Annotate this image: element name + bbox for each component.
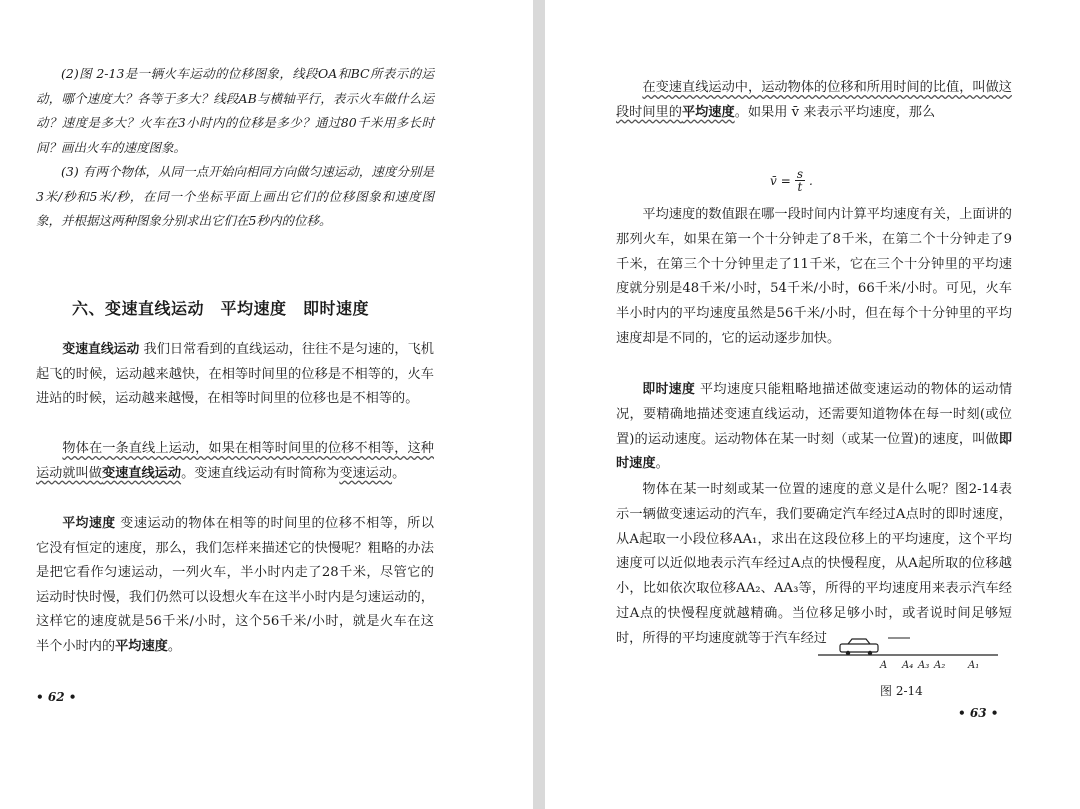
section-heading: 六、变速直线运动 平均速度 即时速度	[72, 299, 370, 318]
definition-text: 在变速直线运动中，运动物体的位移和所用时间的比值，叫做这段时间里的	[616, 80, 1012, 120]
formula-lhs: v̄	[770, 173, 777, 188]
term-average-velocity: 平均速度	[62, 516, 116, 531]
label-a: A	[880, 660, 888, 671]
paragraph-text: 变速运动的物体在相等的时间里的位移不相等，所以它没有恒定的速度，那么，我们怎样来描述它的快慢呢？粗略的办法是把它看作匀速运动，一列火车，半小时内走了28千米，尽管它的运动时快时慢，我们仍然可以设想火车在这半小时内是匀速运动的，这样它的速度就是56千米/小时，这个56千米/小时，就是火车在这半个小时内的	[36, 516, 434, 654]
label-a3: A₃	[918, 660, 930, 671]
figure-caption: 图 2-14	[880, 684, 923, 698]
average-velocity-formula	[770, 168, 813, 193]
term-average-velocity-inline: 平均速度	[115, 638, 168, 654]
paragraph-text: 物体在某一时刻或某一位置的速度的意义是什么呢？图2-14表示一辆做变速运动的汽车，我们要确定汽车经过A点时的即时速度，从A起取一小段位移AA₁，求出在这段位移上的平均速度，这个平均速度可以近似地表示汽车经过A点的快慢程度，从A起所取的位移越小，比如依次取位移AA₂、AA₃等，所得的平均速度用来表示汽车经过A点的快慢程度就越精确。当位移足够小时，或者说时间足够短时，所得的平均速度就等于汽车经过	[616, 482, 1012, 646]
paragraph-text: 我们日常看到的直线运动，往往不是匀速的，飞机起飞的时候，运动越来越快，在相等时间里的位移是不相等的，火车进站的时候，运动越来越慢，在相等时间里的位移也是不相等的。	[36, 342, 434, 407]
term-instantaneous-velocity: 即时速度	[642, 382, 696, 397]
paragraph-average-velocity-depends: 平均速度的数值跟在哪一段时间内计算平均速度有关，上面讲的那列火车，如果在第一个十分钟走了8千米，在第二个十分钟走了9千米，在第三个十分钟里走了11千米，它在三个十分钟里的平均速度就分别是48千米/小时，54千米/小时，66千米/小时。可见，火车半小时内的平均速度虽然是56千米/小时，但在每个十分钟里的平均速度却是不同的，它的运动逐步加快。	[616, 207, 1012, 346]
page-number-right: • 63 •	[958, 706, 999, 720]
car-icon	[840, 639, 878, 655]
exercise-3: (3) 有两个物体，从同一点开始向相同方向做匀速运动，速度分别是3米/秒和5米/秒，在同一个坐标平面上画出它们的位移图象和速度图象，并根据这两种图象分别求出它们在5秒内的位移。	[36, 164, 434, 228]
definition-text-2: 。变速直线运动有时简称为	[181, 465, 340, 481]
label-a2: A₂	[934, 660, 946, 671]
formula-equals: =	[780, 173, 791, 188]
paragraph-meaning-of-velocity	[616, 478, 1012, 652]
figure-2-14-car	[818, 634, 998, 674]
term-variable-motion: 变速直线运动	[62, 342, 140, 357]
period: 。	[167, 638, 182, 654]
paragraph-instantaneous-velocity	[616, 378, 1012, 477]
paragraph-text: 平均速度只能粗略地描述做变速运动的物体的运动情况，要精确地描述变速直线运动，还需要知道物体在每一时刻(或位置)的运动速度。运动物体在某一时刻（或某一位置)的速度，叫做	[616, 382, 1013, 447]
definition-variable-motion	[36, 437, 434, 486]
defined-term-short: 变速运动	[339, 465, 393, 481]
page-number-left: • 62 •	[36, 690, 77, 704]
defined-term: 平均速度	[681, 104, 735, 120]
paragraph-variable-motion	[36, 338, 434, 412]
formula-fraction	[795, 168, 805, 193]
exercise-2: (2)图 2-13是一辆火车运动的位移图象，线段OA和BC所表示的运动，哪个速度大？各等于多大？线段AB与横轴平行，表示火车做什么运动？速度是多大？火车在3小时内的位移是多少？通过80千米用多长时间？画出火车的速度图象。	[36, 66, 434, 155]
label-a4: A₄	[902, 660, 914, 671]
formula-numerator: s	[796, 167, 804, 181]
period: 。	[655, 456, 669, 472]
defined-term: 变速直线运动	[101, 465, 182, 481]
definition-average-velocity	[616, 76, 1012, 126]
definition-text: 物体在一条直线上运动，如果在相等时间里的位移不相等，这种运动就叫做	[36, 441, 434, 481]
definition-text-2: 。如果用 v̄ 来表示平均速度，那么	[734, 104, 936, 120]
formula-period: .	[809, 173, 813, 188]
book-gutter	[533, 0, 545, 809]
paragraph-average-velocity	[36, 512, 434, 660]
period: 。	[392, 465, 406, 481]
term-instantaneous-velocity-inline: 即时速度	[616, 431, 1012, 472]
label-a1: A₁	[968, 660, 980, 671]
formula-denominator: t	[797, 180, 803, 194]
